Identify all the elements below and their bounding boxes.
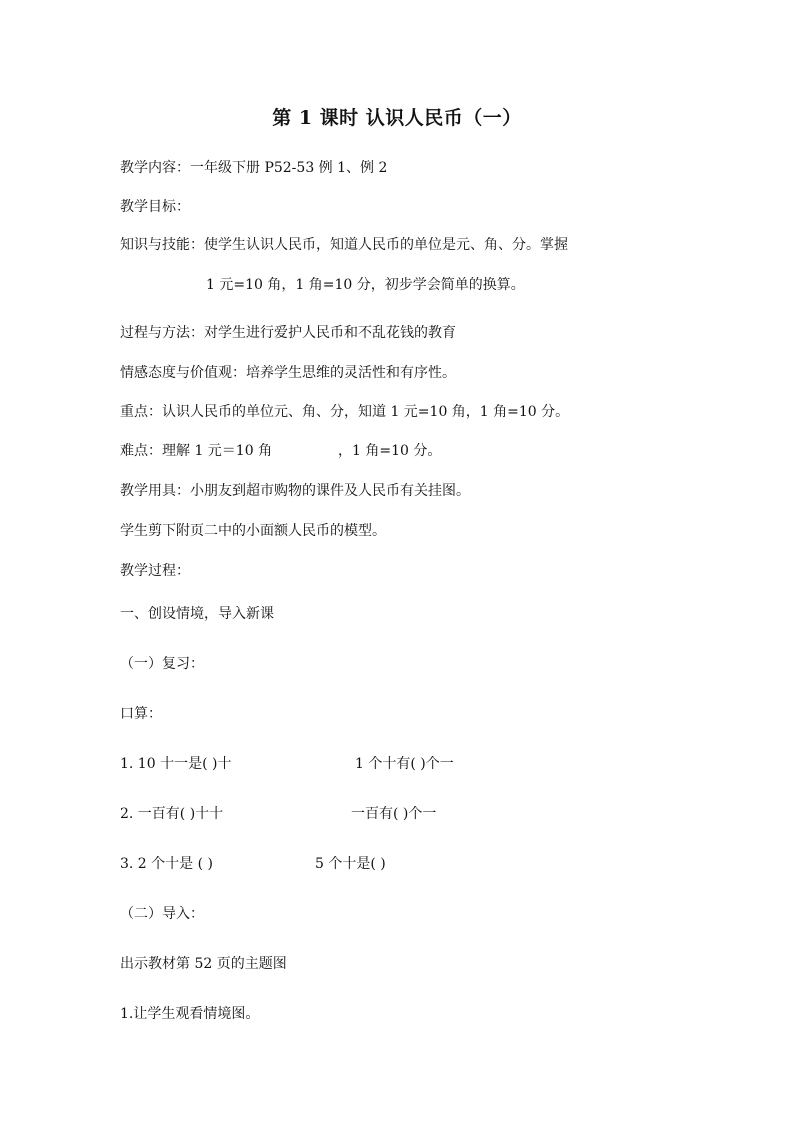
step-1-line: 1.让学生观看情境图。	[120, 1006, 260, 1022]
section-heading-1: 一、创设情境，导入新课	[120, 606, 274, 622]
lesson-title	[0, 106, 794, 130]
knowledge-skills-continuation: 1 元=10 角，1 角=10 分，初步学会简单的换算。	[206, 277, 525, 293]
question-1-part-1: 1. 10 十一是( )十	[120, 756, 232, 772]
lesson-title-text: 第 1 课时 认识人民币（一）	[272, 107, 522, 129]
teaching-content-line: 教学内容：一年级下册 P52-53 例 1、例 2	[120, 160, 388, 176]
student-materials-line: 学生剪下附页二中的小面额人民币的模型。	[120, 523, 386, 539]
knowledge-skills-line: 知识与技能：使学生认识人民币，知道人民币的单位是元、角、分。掌握	[120, 237, 568, 253]
question-2-part-2: 一百有( )个一	[351, 806, 437, 822]
difficulty-part-1: 难点：理解 1 元＝10 角	[120, 443, 273, 459]
question-1-part-2: 1 个十有( )个一	[355, 756, 454, 772]
difficulty-part-2: ，1 角=10 分。	[338, 443, 442, 459]
review-label: （一）复习：	[120, 656, 204, 672]
key-point-line: 重点：认识人民币的单位元、角、分，知道 1 元=10 角，1 角=10 分。	[120, 404, 570, 420]
show-textbook-line: 出示教材第 52 页的主题图	[120, 956, 287, 972]
question-3-part-1: 3. 2 个十是 ( )	[120, 856, 213, 872]
emotion-attitude-line: 情感态度与价值观：培养学生思维的灵活性和有序性。	[120, 365, 456, 381]
oral-calc-label: 口算：	[120, 706, 162, 722]
question-3-part-2: 5 个十是( )	[315, 856, 386, 872]
teaching-process-label: 教学过程：	[120, 563, 190, 579]
teaching-tools-line: 教学用具：小朋友到超市购物的课件及人民币有关挂图。	[120, 483, 470, 499]
teaching-goals-label: 教学目标：	[120, 199, 190, 215]
intro-label: （二）导入：	[120, 906, 204, 922]
process-method-line: 过程与方法：对学生进行爱护人民币和不乱花钱的教育	[120, 325, 456, 341]
question-2-part-1: 2. 一百有( )十十	[120, 806, 224, 822]
